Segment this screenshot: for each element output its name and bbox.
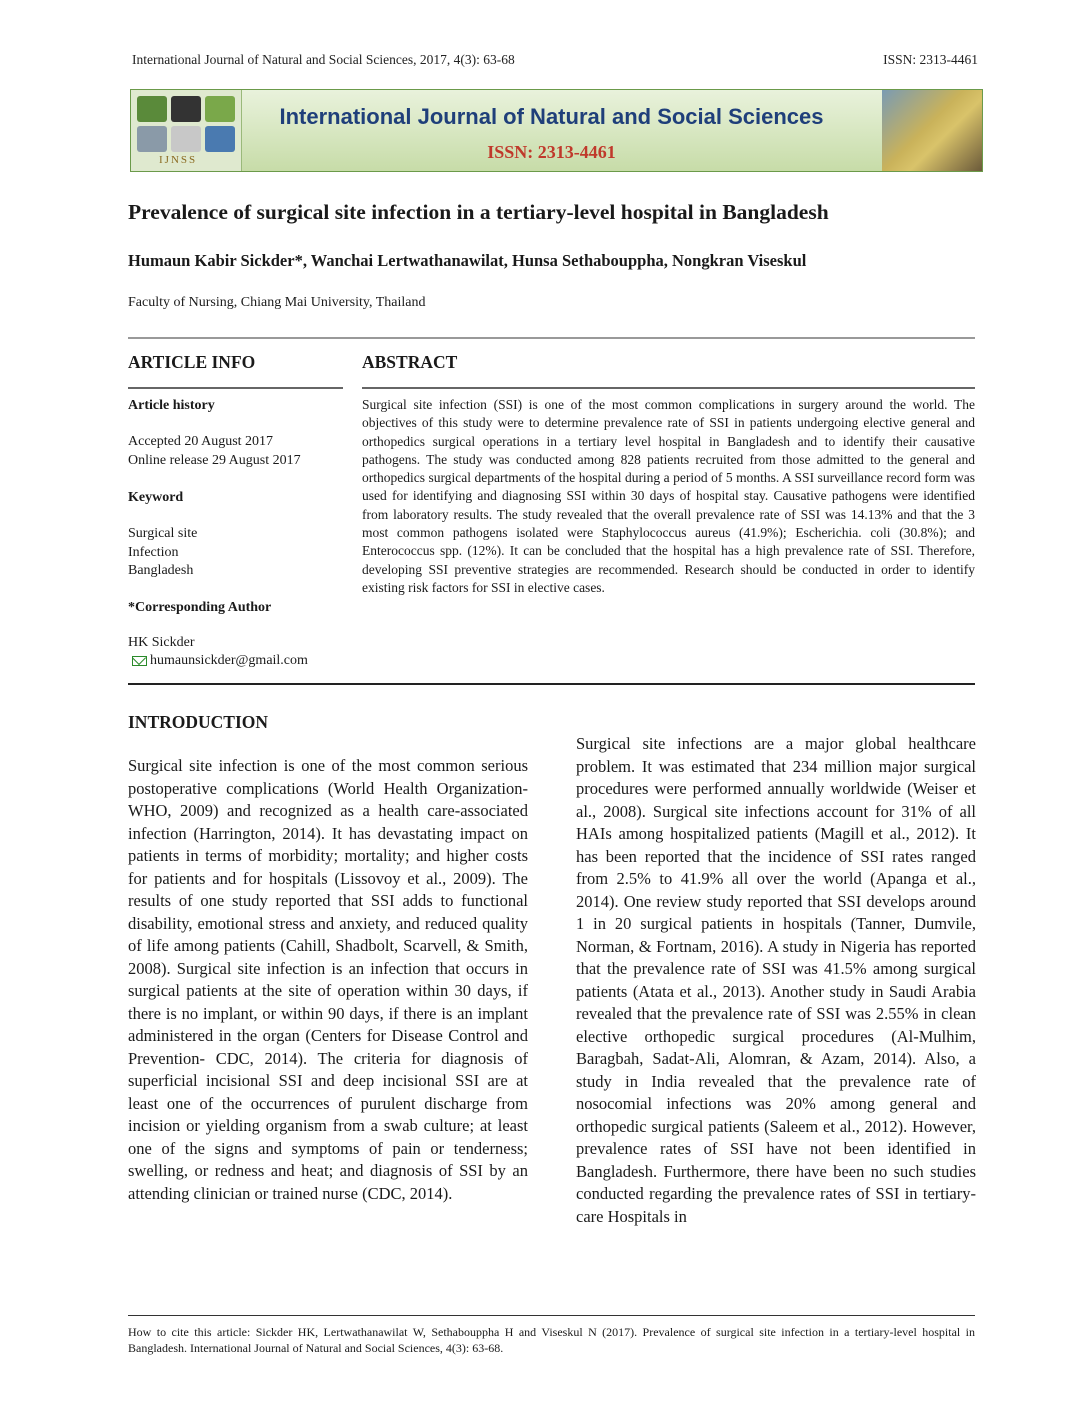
corresponding-label: *Corresponding Author [128,600,272,615]
divider [128,387,343,389]
keyword-label: Keyword [128,490,184,505]
email-line[interactable] [132,652,308,671]
running-header-left: International Journal of Natural and Social Sciences, 2017, 4(3): 63-68 [132,52,515,67]
divider [128,683,975,685]
divider [362,387,975,389]
article-affiliation: Faculty of Nursing, Chiang Mai University, Thailand [128,295,426,310]
citation-footer: How to cite this article: Sickder HK, Lertwathanawilat W, Sethabouppha H and Viseskul N (2017). Prevalence of surgical site infection in a tertiary-level hospital in Bangladesh. International Journal of Natural and Social Sciences, 4(3): 63-68. [128,1325,975,1355]
footer-divider [128,1315,975,1316]
accepted-date: Accepted 20 August 2017 [128,434,274,449]
abstract-heading: ABSTRACT [362,352,458,372]
fish-photo [882,90,982,171]
introduction-left-column: Surgical site infection is one of the most common serious postoperative complications (World Health Organization- WHO, 2009) and recognized as a health care-associated infection (Harrington, 2014). It has devastating impact on patients in terms of morbidity; mortality; and higher costs for patients and for hospitals (Lissovoy et al., 2009). The results of one study reported that SSI adds to functional disability, emotional stress and anxiety, and reduced quality of life among patients (Cahill, Shadbolt, Scarvell, & Smith, 2008). Surgical site infection is an infection that occurs in surgical patients at the site of operation within 30 days, if there is no implant, or within 90 days, if there is an implant administered in the organ (Centers for Disease Control and Prevention- CDC, 2014). The criteria for diagnosis of superficial incisional SSI and deep incisional SSI are at least one of the occurrences of purulent discharge from incision or yielding organism from a swab culture; at least one of the signs and symptoms of pain or tenderness; swelling, or redness and heat; and diagnosis of SSI by an attending clinician or trained nurse (CDC, 2014). [128,756,528,1203]
email-address[interactable]: humaunsickder@gmail.com [150,653,308,668]
envelope-icon [132,656,147,666]
introduction-heading: INTRODUCTION [128,712,269,732]
article-info-heading: ARTICLE INFO [128,352,256,372]
online-date: Online release 29 August 2017 [128,453,301,468]
article-authors: Humaun Kabir Sickder*, Wanchai Lertwathanawilat, Hunsa Sethabouppha, Nongkran Viseskul [128,251,807,270]
journal-banner [130,89,983,172]
corresponding-name: HK Sickder [128,635,195,650]
running-header-right: ISSN: 2313-4461 [883,52,978,67]
introduction-right-column: Surgical site infections are a major global healthcare problem. It was estimated that 234 million major surgical procedures were performed annually worldwide (Weiser et al., 2008). Surgical site infections account for 31% of all HAIs among hospitalized patients (Magill et al., 2012). It has been reported that the incidence of SSI rates ranged from 2.5% to 41.9% all over the world (Apanga et al., 2014). One review study reported that SSI develops around 1 in 20 surgical patients in hospitals (Tanner, Dumvile, Norman, & Fortnam, 2016). A study in Nigeria has reported that the prevalence rate of SSI was 41.5% among surgical patients (Atata et al., 2013). Another study in Saudi Arabia revealed that the prevalence rate of SSI was 2.55% in clean elective orthopedic surgical procedures (Al-Mulhim, Baragbah, Sadat-Ali, Alomran, & Azam, 2014). Also, a study in India revealed that the prevalence rate of nosocomial infections was 20% among general and orthopedic surgical patients (Saleem et al., 2012). However, prevalence rates of SSI have not been identified in Bangladesh. Furthermore, there have been no such studies conducted regarding the prevalence rates of SSI in tertiary-care Hospitals in [576,734,976,1226]
logo-text: IJNSS [159,154,198,166]
keyword-item: Surgical site [128,526,198,541]
divider [128,337,975,339]
article-title: Prevalence of surgical site infection in a tertiary-level hospital in Bangladesh [128,200,829,224]
banner-journal-name: International Journal of Natural and Social Sciences [279,104,824,129]
banner-issn: ISSN: 2313-4461 [487,142,616,162]
keyword-item: Bangladesh [128,563,194,578]
abstract-text: Surgical site infection (SSI) is one of the most common complications in surgery around the world. The objectives of this study were to determine prevalence rate of SSI in patients undergoing elective general and orthopedics surgical operations in a tertiary level hospital in Bangladesh and to identify their causative pathogens. The study was conducted among 828 patients recruited from those admitted to the general and orthopedics surgical departments of the hospital during a period of 5 months. A SSI surveillance record form was used for identifying and diagnosing SSI within 30 days of hospital stay. Causative pathogens were identified from laboratory results. The study revealed that the overall prevalence rate of SSI was 14.13% and that the 3 most common pathogens isolated were Staphylococcus aureus (41.9%); Escherichia. coli (30.8%); and Enterococcus spp. (12%). It can be concluded that the hospital has a high prevalence rate of SSI. Therefore, developing SSI preventive strategies are recommended. Research should be conducted in order to identify existing risk factors for SSI in elective cases. [362,397,975,595]
history-label: Article history [128,398,215,413]
keyword-item: Infection [128,545,179,560]
